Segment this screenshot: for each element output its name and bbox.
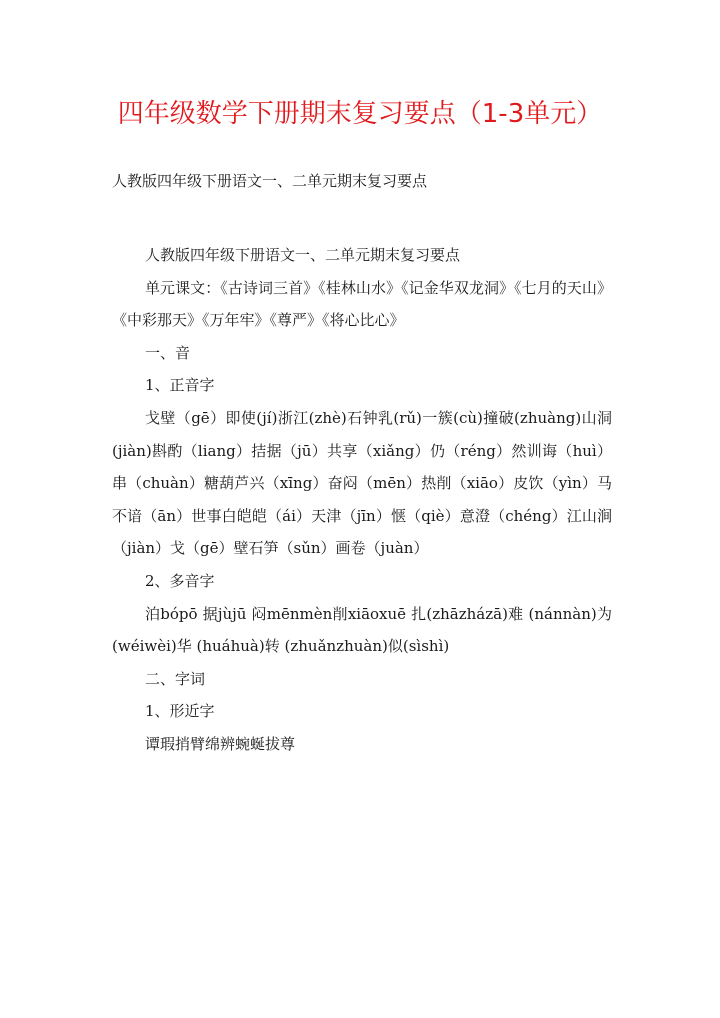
section-heading-words: 二、字词 — [145, 669, 206, 688]
document-subtitle: 人教版四年级下册语文一、二单元期末复习要点 — [112, 172, 428, 190]
section-heading-pronunciation: 一、音 — [145, 343, 191, 362]
paragraph-correct-pronunciation: 戈壁（gē）即使(jí)浙江(zhè)石钟乳(rǔ)一簇(cù)撞破(zhuàng)山洞(jiàn)斟酌（liang）拮据（jū）共享（xiǎng）仍（réng）然训诲（huì）串（chuàn）糖葫芦兴（xīng）奋闷（mēn）热削（xiāo）皮饮（yìn）马不谙（ān）世事白皑皑（ái）天津（jīn）惬（qiè）意澄（chéng）江山涧（jiàn）戈（gē）壁石笋（sǔn）画卷（juàn） — [112, 408, 612, 558]
paragraph-similar-characters: 谭瑕捎臂绵辨蜿蜒拔尊 — [145, 734, 296, 753]
subsection-heading-polyphones: 2、多音字 — [145, 571, 215, 590]
subsection-heading-correct-pronunciation: 1、正音字 — [145, 376, 215, 395]
subsection-heading-similar-characters: 1、形近字 — [145, 702, 215, 721]
paragraph-unit-texts: 单元课文：《古诗词三首》《桂林山水》《记金华双龙洞》《七月的天山》《中彩那天》《万年牢》《尊严》《将心比心》 — [112, 278, 612, 330]
paragraph-polyphones: 泊bópō 据jùjū 闷mēnmèn削xiāoxuē 扎(zhāzházā)难 (nánnàn)为 (wéiwèi)华 (huáhuà)转 (zhuǎnzhuàn)似(sìshì) — [112, 604, 612, 656]
paragraph-heading: 人教版四年级下册语文一、二单元期末复习要点 — [145, 246, 461, 264]
document-body — [112, 239, 612, 761]
document-title: 四年级数学下册期末复习要点（1-3单元） — [117, 99, 603, 129]
